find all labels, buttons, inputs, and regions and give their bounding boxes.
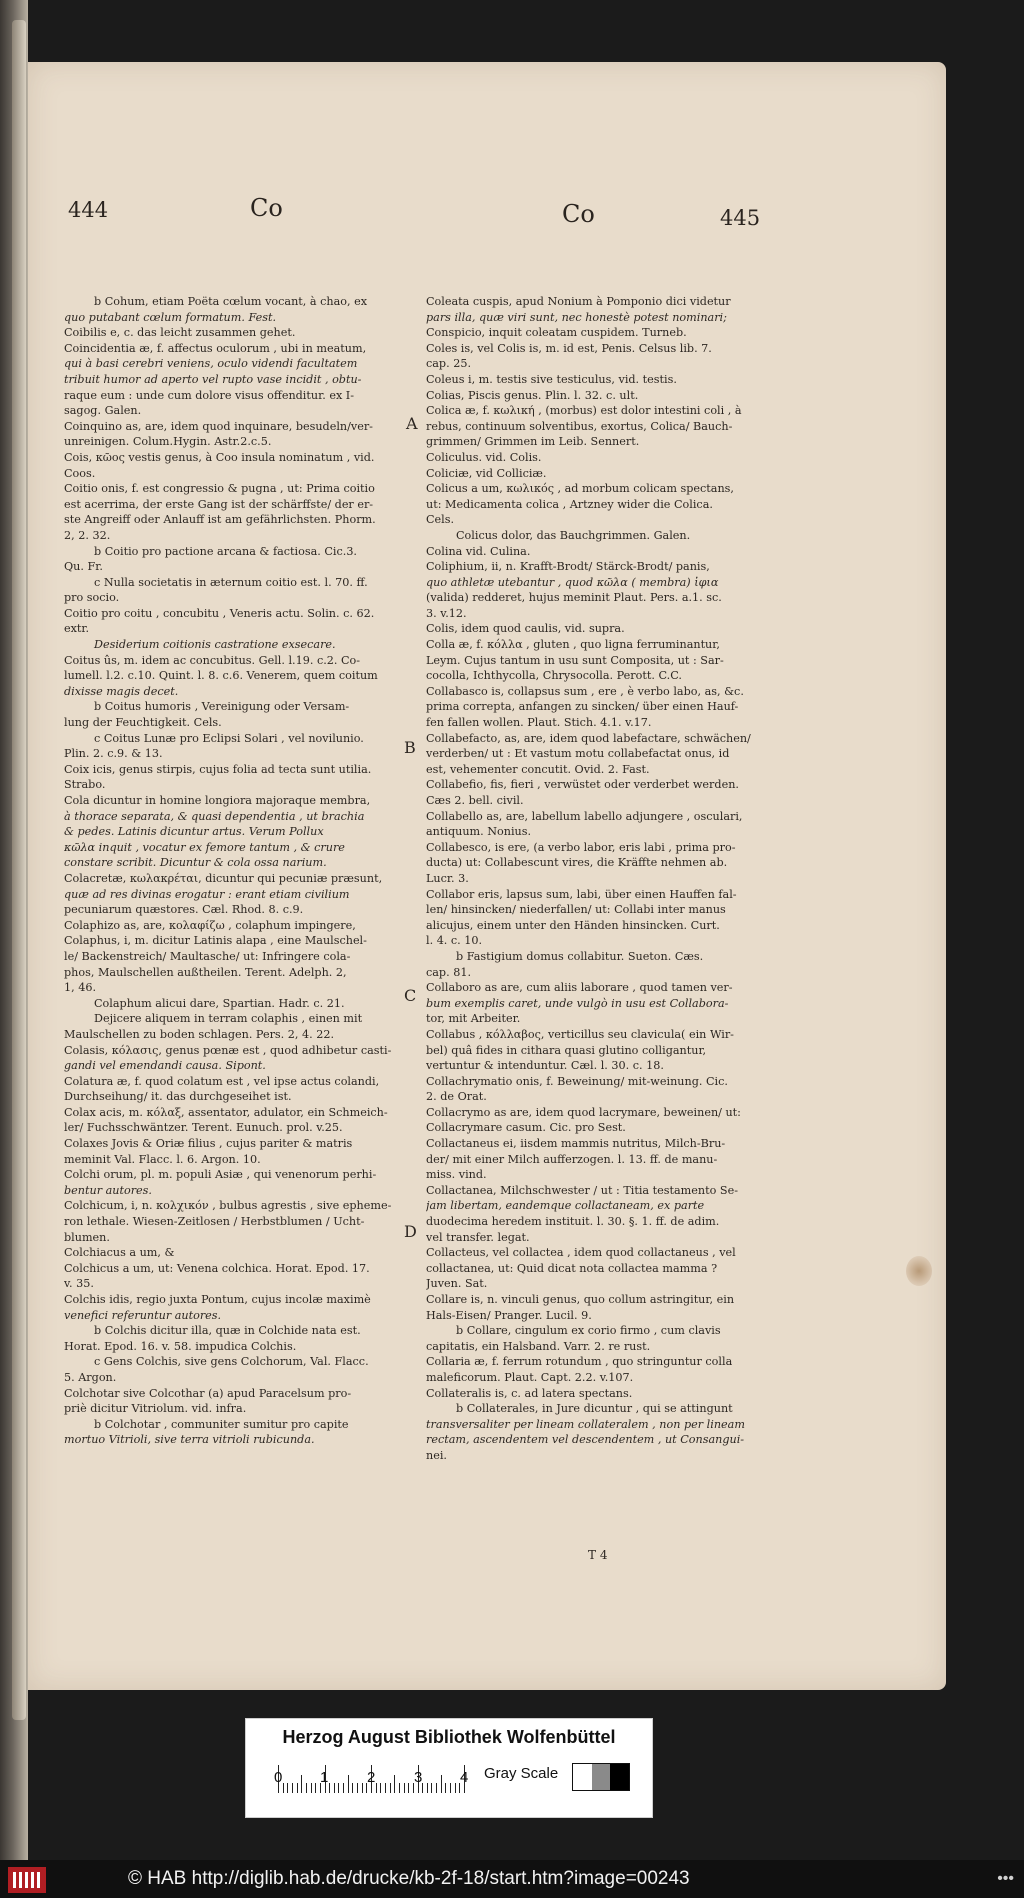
- entry-line: Qu. Fr.: [64, 560, 103, 574]
- entry-line: Collabus , κόλλαβος, verticillus seu clavicula( ein Wir-: [426, 1027, 734, 1041]
- entry-line: alicujus, einem unter den Händen hinsincken. Curt.: [426, 918, 720, 932]
- entry-line: gandi vel emendandi causa. Sipont.: [64, 1059, 266, 1073]
- entry-line: v. 35.: [64, 1277, 94, 1291]
- ruler-tick: [283, 1783, 284, 1793]
- scale-number-4: 4: [460, 1769, 469, 1786]
- entry-line: pro socio.: [64, 591, 120, 605]
- entry-line: Coitio onis, f. est congressio & pugna , ut: Prima coitio: [64, 482, 375, 496]
- gray-scale-label: Gray Scale: [484, 1765, 559, 1782]
- entry-line: Colacretæ, κωλακρέται, dicuntur qui pecuniæ præsunt,: [64, 871, 383, 885]
- entry-line: c Coitus Lunæ pro Eclipsi Solari , vel novilunio.: [94, 731, 364, 745]
- entry-line: 2. de Orat.: [426, 1090, 487, 1104]
- entry-line: collactanea, ut: Quid dicat nota collactea mamma ?: [426, 1261, 718, 1275]
- entry-line: Coliciæ, vid Colliciæ.: [426, 466, 547, 480]
- more-menu-icon[interactable]: •••: [997, 1870, 1014, 1887]
- ruler-tick: [311, 1783, 312, 1793]
- entry-line: Cola dicuntur in homine longiora majoraque membra,: [64, 794, 371, 807]
- entry-line: Collachrymatio onis, f. Beweinung/ mit-weinung. Cic.: [426, 1074, 728, 1088]
- ruler-tick: [352, 1783, 353, 1793]
- entry-line: cocolla, Ichthycolla, Chrysocolla. Perott. C.C.: [426, 669, 682, 683]
- entry-line: Coleata cuspis, apud Nonium à Pomponio dici videtur: [426, 295, 731, 308]
- ruler-tick: [362, 1783, 363, 1793]
- entry-line: quo athletæ utebantur , quod κῶλα ( membra) ἰφια: [426, 575, 719, 589]
- entry-line: vertuntur & intenduntur. Cæl. l. 30. c. 18.: [426, 1059, 664, 1073]
- entry-line: Collare is, n. vinculi genus, quo collum astringitur, ein: [426, 1293, 735, 1306]
- entry-line: b Coitus humoris , Vereinigung oder Versam-: [94, 700, 350, 714]
- entry-line: Maulschellen zu boden schlagen. Pers. 2, 4. 22.: [64, 1027, 335, 1041]
- status-bar: [0, 1860, 1024, 1898]
- ruler-tick: [338, 1783, 339, 1793]
- entry-line: Collabello as, are, labellum labello adjungere , osculari,: [426, 809, 743, 823]
- entry-line: est acerrima, der erste Gang ist der schärffste/ der er-: [64, 497, 374, 511]
- entry-line: ut: Medicamenta colica , Artzney wider die Colica.: [426, 497, 713, 511]
- margin-letter-b: B: [404, 738, 416, 757]
- entry-line: b Collare, cingulum ex corio firmo , cum clavis: [456, 1324, 721, 1338]
- entry-line: Collacrymo as are, idem quod lacrymare, beweinen/ ut:: [426, 1105, 741, 1119]
- entry-line: Lucr. 3.: [426, 871, 469, 885]
- entry-line: ler/ Fuchsschwäntzer. Terent. Eunuch. prol. v.25.: [64, 1121, 343, 1135]
- entry-line: le/ Backenstreich/ Maultasche/ ut: Infringere cola-: [64, 949, 351, 963]
- ruler-tick: [385, 1783, 386, 1793]
- entry-line: Coitio pro coitu , concubitu , Veneris actu. Solin. c. 62.: [64, 606, 375, 620]
- left-column: [64, 294, 419, 1448]
- entry-line: tribuit humor ad aperto vel rupto vase incidit , obtu-: [64, 372, 362, 386]
- catchword: T 4: [588, 1548, 608, 1562]
- scale-number-3: 3: [414, 1769, 423, 1786]
- entry-line: Colchi orum, pl. m. populi Asiæ , qui venenorum perhi-: [64, 1168, 377, 1182]
- entry-line: Colaxes Jovis & Oriæ filius , cujus pariter & matris: [64, 1137, 353, 1151]
- ruler-tick: [445, 1783, 446, 1793]
- entry-line: capitatis, ein Halsband. Varr. 2. re rust.: [426, 1339, 651, 1353]
- entry-line: Cois, κῶος vestis genus, à Coo insula nominatum , vid.: [64, 450, 375, 464]
- entry-line: Strabo.: [64, 778, 106, 792]
- entry-line: Coles is, vel Colis is, m. id est, Penis. Celsus lib. 7.: [426, 341, 712, 355]
- entry-line: len/ hinsincken/ niederfallen/ ut: Collabi inter manus: [426, 903, 726, 917]
- color-target-card: [245, 1718, 653, 1818]
- entry-line: sagog. Galen.: [64, 404, 142, 418]
- entry-line: b Colchotar , communiter sumitur pro capite: [94, 1417, 349, 1431]
- ruler-tick: [394, 1775, 395, 1793]
- entry-line: Collabefio, fis, fieri , verwüstet oder verderbet werden.: [426, 778, 739, 792]
- hab-logo-icon: [8, 1867, 46, 1893]
- entry-line: bel) quâ fides in cithara quasi glutino colligantur,: [426, 1043, 707, 1057]
- ruler-tick: [450, 1783, 451, 1793]
- ruler-tick: [404, 1783, 405, 1793]
- entry-line: 2, 2. 32.: [64, 528, 111, 542]
- ruler-tick: [343, 1783, 344, 1793]
- entry-line: Plin. 2. c.9. & 13.: [64, 747, 163, 761]
- entry-line: pecuniarum quæstores. Cæl. Rhod. 8. c.9.: [64, 903, 304, 917]
- entry-line: Cæs 2. bell. civil.: [426, 794, 524, 807]
- entry-line: pars illa, quæ viri sunt, nec honestè potest nominari;: [426, 310, 727, 324]
- entry-line: Juven. Sat.: [426, 1277, 488, 1291]
- entry-line: Coitus ûs, m. idem ac concubitus. Gell. l.19. c.2. Co-: [64, 653, 361, 667]
- page-number-right: 445: [720, 206, 761, 230]
- gray-swatch-mid: [592, 1764, 611, 1790]
- entry-line: ducta) ut: Collabescunt vires, die Kräffte nehmen ab.: [426, 856, 728, 870]
- entry-line: Colicus a um, κωλικός , ad morbum colicam spectans,: [426, 482, 734, 496]
- entry-line: miss. vind.: [426, 1168, 487, 1182]
- entry-line: 5. Argon.: [64, 1370, 117, 1384]
- scale-ruler: [278, 1765, 478, 1793]
- ruler-tick: [436, 1783, 437, 1793]
- ruler-tick: [348, 1775, 349, 1793]
- entry-line: Colax acis, m. κόλαξ, assentator, adulator, ein Schmeich-: [64, 1105, 388, 1119]
- entry-line: Collaboro as are, cum aliis laborare , quod tamen ver-: [426, 981, 733, 995]
- scale-number-0: 0: [274, 1769, 283, 1786]
- ruler-tick: [390, 1783, 391, 1793]
- book-edge: [12, 20, 26, 1720]
- entry-line: Colchotar sive Colcothar (a) apud Paracelsum pro-: [64, 1386, 352, 1400]
- entry-line: b Colchis dicitur illa, quæ in Colchide nata est.: [94, 1324, 361, 1338]
- entry-line: Collateralis is, c. ad latera spectans.: [426, 1386, 633, 1400]
- entry-line: Collabor eris, lapsus sum, labi, über einen Hauffen fal-: [426, 887, 737, 901]
- entry-line: antiquum. Nonius.: [426, 825, 532, 839]
- entry-line: Colchicum, i, n. κολχικόν , bulbus agrestis , sive epheme-: [64, 1199, 392, 1213]
- entry-line: prima correpta, anfangen zu sincken/ über einen Hauf-: [426, 700, 739, 714]
- ruler-tick: [441, 1775, 442, 1793]
- entry-line: Collacteus, vel collactea , idem quod collactaneus , vel: [426, 1246, 736, 1260]
- ruler-tick: [427, 1783, 428, 1793]
- entry-line: Coos.: [64, 466, 96, 480]
- entry-line: rebus, continuum solventibus, exortus, Colica/ Bauch-: [426, 419, 733, 433]
- entry-line: blumen.: [64, 1230, 110, 1244]
- entry-line: maleficorum. Plaut. Capt. 2.2. v.107.: [426, 1370, 634, 1384]
- entry-line: b Fastigium domus collabitur. Sueton. Cæs.: [456, 949, 704, 963]
- running-head-right: Co: [562, 200, 595, 228]
- entry-line: Leym. Cujus tantum in usu sunt Composita, ut : Sar-: [426, 653, 724, 667]
- entry-line: venefici referuntur autores.: [64, 1308, 222, 1322]
- entry-line: Colchicus a um, ut: Venena colchica. Horat. Epod. 17.: [64, 1261, 370, 1275]
- gray-scale-swatches: [572, 1763, 630, 1791]
- entry-line: Coibilis e, c. das leicht zusammen gehet.: [64, 326, 296, 340]
- entry-line: Horat. Epod. 16. v. 58. impudica Colchis.: [64, 1339, 297, 1353]
- ruler-tick: [306, 1783, 307, 1793]
- ruler-tick: [408, 1783, 409, 1793]
- entry-line: Collacrymare casum. Cic. pro Sest.: [426, 1121, 626, 1135]
- entry-line: κῶλα inquit , vocatur ex femore tantum , & crure: [64, 840, 345, 854]
- entry-line: Colchiacus a um, &: [64, 1246, 175, 1260]
- entry-line: Colla æ, f. κόλλα , gluten , quo ligna ferruminantur,: [426, 638, 720, 652]
- entry-line: raque eum : unde cum dolore visus offenditur. ex I-: [64, 388, 355, 402]
- entry-line: Coincidentia æ, f. affectus oculorum , ubi in meatum,: [64, 341, 367, 355]
- entry-line: priè dicitur Vitriolum. vid. infra.: [64, 1402, 247, 1416]
- entry-line: nei.: [426, 1448, 447, 1462]
- entry-line: Coinquino as, are, idem quod inquinare, besudeln/ver-: [64, 419, 373, 433]
- entry-line: Colina vid. Culina.: [426, 544, 531, 558]
- entry-line: constare scribit. Dicuntur & cola ossa narium.: [64, 856, 327, 870]
- ruler-tick: [334, 1783, 335, 1793]
- entry-line: b Cohum, etiam Poëta cœlum vocant, à chao, ex: [94, 295, 368, 308]
- entry-line: quæ ad res divinas erogatur : erant etiam civilium: [64, 887, 350, 901]
- entry-line: duodecima heredem instituit. l. 30. §. 1. ff. de adim.: [426, 1215, 720, 1229]
- entry-line: est, vehementer concutit. Ovid. 2. Fast.: [426, 762, 650, 776]
- scale-number-2: 2: [367, 1769, 376, 1786]
- entry-line: Conspicio, inquit coleatam cuspidem. Turneb.: [426, 326, 687, 340]
- entry-line: c Gens Colchis, sive gens Colchorum, Val. Flacc.: [94, 1355, 369, 1369]
- copyright-url[interactable]: © HAB http://diglib.hab.de/drucke/kb-2f-18/start.htm?image=00243: [128, 1868, 690, 1889]
- page-number-left: 444: [68, 198, 109, 222]
- ruler-tick: [315, 1783, 316, 1793]
- margin-letter-a: A: [406, 414, 418, 433]
- entry-line: qui à basi cerebri veniens, oculo videndi facultatem: [64, 357, 358, 371]
- entry-line: Hals-Eisen/ Pranger. Lucil. 9.: [426, 1308, 592, 1322]
- entry-line: ste Angreiff oder Anlauff ist am gefährlichsten. Phorm.: [64, 513, 376, 527]
- entry-line: der/ mit einer Milch aufferzogen. l. 13. ff. de manu-: [426, 1152, 718, 1166]
- ruler-tick: [380, 1783, 381, 1793]
- ruler-tick: [376, 1783, 377, 1793]
- ruler-tick: [297, 1783, 298, 1793]
- entry-line: cap. 81.: [426, 965, 472, 979]
- entry-line: mortuo Vitrioli, sive terra vitrioli rubicunda.: [64, 1433, 315, 1447]
- entry-line: vel transfer. legat.: [426, 1230, 530, 1244]
- entry-line: Durchseihung/ it. das durchgeseihet ist.: [64, 1090, 292, 1104]
- scale-number-1: 1: [320, 1769, 329, 1786]
- ruler-tick: [301, 1775, 302, 1793]
- entry-line: Colias, Piscis genus. Plin. l. 32. c. ult.: [426, 388, 639, 402]
- scanned-page: [28, 62, 946, 1690]
- entry-line: Coliphium, ii, n. Krafft-Brodt/ Stärck-Brodt/ panis,: [426, 560, 710, 574]
- entry-line: b Coitio pro pactione arcana & factiosa. Cic.3.: [94, 544, 357, 558]
- entry-line: Colasis, κόλασις, genus pœnæ est , quod adhibetur casti-: [64, 1043, 392, 1057]
- entry-line: Coleus i, m. testis sive testiculus, vid. testis.: [426, 372, 677, 386]
- entry-line: fen fallen wollen. Plaut. Stich. 4.1. v.17.: [426, 716, 652, 730]
- entry-line: 3. v.12.: [426, 606, 467, 620]
- entry-line: Collabesco, is ere, (a verbo labor, eris labi , prima pro-: [426, 840, 736, 854]
- ruler-tick: [357, 1783, 358, 1793]
- entry-line: Colaphizo as, are, κολαφίζω , colaphum impingere,: [64, 918, 356, 932]
- entry-line: Colatura æ, f. quod colatum est , vel ipse actus colandi,: [64, 1074, 380, 1088]
- entry-line: lumell. l.2. c.10. Quint. l. 8. c.6. Venerem, quem coitum: [64, 669, 378, 683]
- entry-line: Colica æ, f. κωλική , (morbus) est dolor intestini coli , à: [426, 404, 742, 418]
- margin-letter-c: C: [404, 986, 417, 1005]
- entry-line: Desiderium coitionis castratione exsecare.: [94, 638, 336, 652]
- ruler-tick: [292, 1783, 293, 1793]
- right-column: [426, 294, 788, 1464]
- gray-swatch-black: [610, 1764, 629, 1790]
- ruler-tick: [431, 1783, 432, 1793]
- entry-line: Colis, idem quod caulis, vid. supra.: [426, 622, 625, 636]
- entry-line: Collactaneus ei, iisdem mammis nutritus, Milch-Bru-: [426, 1137, 726, 1151]
- entry-line: Dejicere aliquem in terram colaphis , einen mit: [94, 1012, 363, 1026]
- ruler-tick: [455, 1783, 456, 1793]
- entry-line: rectam, ascendentem vel descendentem , ut Consangui-: [426, 1433, 745, 1447]
- entry-line: Colchis idis, regio juxta Pontum, cujus incolæ maximè: [64, 1293, 371, 1306]
- entry-line: cap. 25.: [426, 357, 472, 371]
- entry-line: tor, mit Arbeiter.: [426, 1012, 521, 1026]
- entry-line: verderben/ ut : Et vastum motu collabefactat onus, id: [426, 747, 730, 761]
- entry-line: Cels.: [426, 513, 455, 527]
- page-stain: [906, 1256, 932, 1286]
- entry-line: grimmen/ Grimmen im Leib. Sennert.: [426, 435, 640, 449]
- entry-line: Coix icis, genus stirpis, cujus folia ad tecta sunt utilia.: [64, 762, 372, 776]
- entry-line: Collabasco is, collapsus sum , ere , è verbo labo, as, &c.: [426, 684, 744, 698]
- entry-line: b Collaterales, in Jure dicuntur , qui se attingunt: [456, 1402, 733, 1416]
- entry-line: (valida) redderet, hujus meminit Plaut. Pers. a.1. sc.: [426, 591, 722, 605]
- margin-letter-d: D: [404, 1222, 417, 1241]
- entry-line: Colicus dolor, das Bauchgrimmen. Galen.: [456, 528, 691, 542]
- entry-line: quo putabant cœlum formatum. Fest.: [64, 310, 277, 324]
- entry-line: à thorace separata, & quasi dependentia , ut brachia: [64, 809, 365, 823]
- entry-line: c Nulla societatis in æternum coitio est. l. 70. ff.: [94, 575, 368, 589]
- entry-line: Collaria æ, f. ferrum rotundum , quo stringuntur colla: [426, 1355, 733, 1369]
- running-head-left: Co: [250, 194, 283, 222]
- gray-swatch-white: [573, 1764, 592, 1790]
- entry-line: Coliculus. vid. Colis.: [426, 450, 542, 464]
- entry-line: extr.: [64, 622, 90, 636]
- ruler-tick: [329, 1783, 330, 1793]
- entry-line: bentur autores.: [64, 1183, 152, 1197]
- entry-line: 1, 46.: [64, 981, 97, 995]
- entry-line: bum exemplis caret, unde vulgò in usu est Collabora-: [426, 996, 729, 1010]
- entry-line: l. 4. c. 10.: [426, 934, 483, 948]
- entry-line: Collactanea, Milchschwester / ut : Titia testamento Se-: [426, 1183, 738, 1197]
- library-name: Herzog August Bibliothek Wolfenbüttel: [282, 1727, 616, 1747]
- entry-line: Collabefacto, as, are, idem quod labefactare, schwächen/: [426, 731, 751, 745]
- entry-line: jam libertam, eandemque collactaneam, ex parte: [426, 1199, 705, 1213]
- entry-line: Colaphus, i, m. dicitur Latinis alapa , eine Maulschel-: [64, 934, 367, 948]
- entry-line: lung der Feuchtigkeit. Cels.: [64, 716, 222, 730]
- entry-line: meminit Val. Flacc. l. 6. Argon. 10.: [64, 1152, 261, 1166]
- entry-line: transversaliter per lineam collateralem , non per lineam: [426, 1417, 745, 1431]
- entry-line: dixisse magis decet.: [64, 684, 179, 698]
- ruler-tick: [287, 1783, 288, 1793]
- ruler-tick: [399, 1783, 400, 1793]
- entry-line: unreinigen. Colum.Hygin. Astr.2.c.5.: [64, 435, 272, 449]
- entry-line: ron lethale. Wiesen-Zeitlosen / Herbstblumen / Ucht-: [64, 1215, 365, 1229]
- entry-line: & pedes. Latinis dicuntur artus. Verum Pollux: [64, 825, 324, 839]
- entry-line: phos, Maulschellen außtheilen. Terent. Adelph. 2,: [64, 965, 347, 979]
- entry-line: Colaphum alicui dare, Spartian. Hadr. c. 21.: [94, 996, 345, 1010]
